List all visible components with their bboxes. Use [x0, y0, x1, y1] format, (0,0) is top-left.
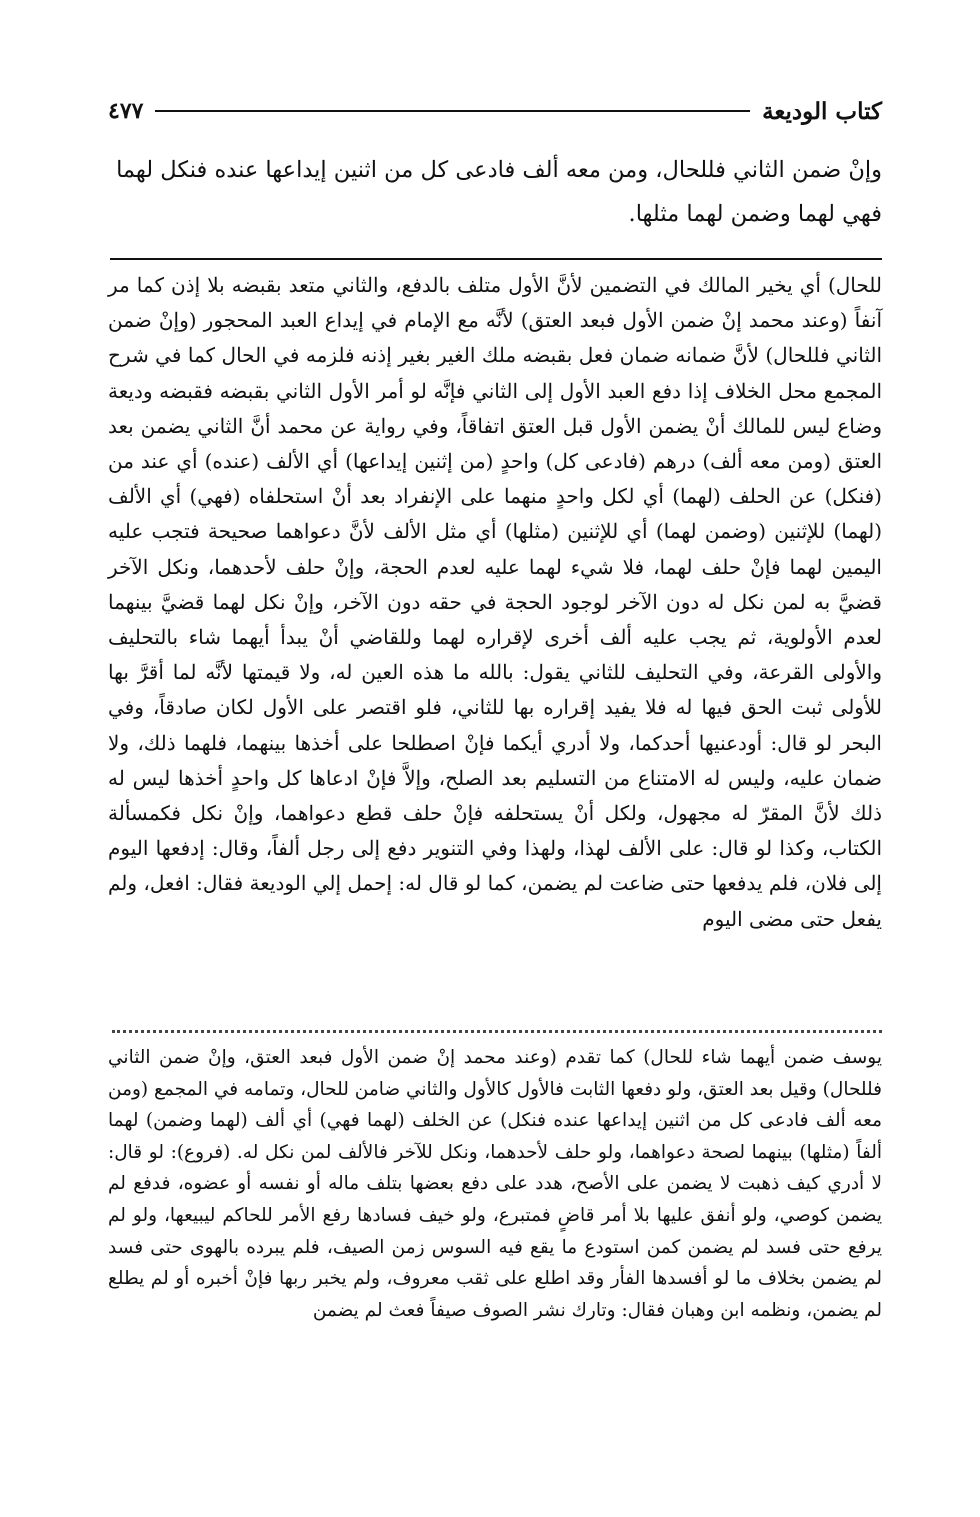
page-number: ٤٧٧	[108, 98, 144, 124]
section-divider	[110, 258, 882, 260]
dotted-divider	[112, 1030, 882, 1033]
main-text-line: فهي لهما وضمن لهما مثلها.	[628, 201, 882, 227]
commentary-text: للحال) أي يخير المالك في التضمين لأنَّ الأول متلف بالدفع، والثاني متعد بقبضه بلا إذن كما مر آنفاً (وعند محمد إنْ ضمن الأول فبعد العتق) لأنَّه مع الإمام في إيداع العبد المحجور (وإنْ ضمن الثاني فللحال) لأنَّ ضمانه ضمان فعل بقبضه ملك الغير بغير إذنه فلزمه في الحال كما في شرح المجمع محل الخلاف إذا دفع العبد الأول إلى الثاني فإنَّه لو أمر الأول الثاني بقبضه فقبضه وديعة وضاع ليس للمالك أنْ يضمن الأول قبل العتق اتفاقاً، وفي رواية عن محمد أنَّ الثاني يضمن بعد العتق (ومن معه ألف) درهم (فادعى كل) واحدٍ (من إثنين إيداعها) أي الألف (عنده) أي عند من (فنكل) عن الحلف (لهما) أي لكل واحدٍ منهما على الإنفراد بعد أنْ استحلفاه (فهي) أي الألف (لهما) للإثنين (وضمن لهما) أي للإثنين (مثلها) أي مثل الألف لأنَّ دعواهما صحيحة فتجب عليه اليمين لهما فإنْ حلف لهما، فلا شيء لهما عليه لعدم الحجة، وإنْ حلف لأحدهما، ونكل الآخر قضيَّ به لمن نكل له دون الآخر لوجود الحجة في حقه دون الآخر، وإنْ نكل لهما قضيَّ بينهما لعدم الأولوية، ثم يجب عليه ألف أخرى لإقراره لهما وللقاضي أنْ يبدأ أيهما شاء بالتحليف والأولى القرعة، وفي التحليف للثاني يقول: بالله ما هذه العين له، ولا قيمتها لأنَّه لما أقرَّ بها للأولى ثبت الحق فيها له فلا يفيد إقراره بها للثاني، فلو اقتصر على الأول لكان صادقاً، وفي البحر لو قال: أودعنيها أحدكما، ولا أدري أيكما فإنْ اصطلحا على أخذها بينهما، فلهما ذلك، ولا ضمان عليه، وليس له الامتناع من التسليم بعد الصلح، وإلاَّ فإنْ ادعاها كل واحدٍ أخذها ليس له ذلك لأنَّ المقرّ له مجهول، ولكل أنْ يستحلفه فإنْ حلف قطع دعواهما، وإنْ نكل فكمسألة الكتاب، وكذا لو قال: على الألف لهذا، ولهذا وفي التنوير دفع إلى رجل ألفاً، وقال: إدفعها اليوم إلى فلان، فلم يدفعها حتى ضاعت لم يضمن، كما لو قال له: إحمل إلي الوديعة فقال: افعل، ولم يفعل حتى مضى اليوم	[108, 273, 882, 931]
main-text	[108, 148, 882, 236]
page-header	[108, 92, 882, 130]
running-title: كتاب الوديعة	[762, 97, 882, 125]
header-rule	[155, 110, 750, 112]
annotation-block	[108, 1042, 882, 1326]
main-text-line: وإنْ ضمن الثاني فللحال، ومن معه ألف فادعى كل من اثنين إيداعها عنده فنكل لهما	[116, 157, 882, 183]
annotation-text: يوسف ضمن أيهما شاء للحال) كما تقدم (وعند محمد إنْ ضمن الأول فبعد العتق، وإنْ ضمن الثاني فللحال) وقيل بعد العتق، ولو دفعها الثابت فالأول كالأول والثاني ضامن للحال، وتمامه في المجمع (ومن معه ألف فادعى كل من اثنين إيداعها عنده فنكل) عن الخلف (لهما فهي) أي ألف (لهما وضمن) لهما ألفاً (مثلها) بينهما لصحة دعواهما، ولو حلف لأحدهما، ونكل للآخر فالألف لمن نكل له. (فروع): لو قال: لا أدري كيف ذهبت لا يضمن على الأصح، هدد على دفع بعضها بتلف ماله أو نفسه أو عضوه، فدفع لم يضمن كوصي، ولو أنفق عليها بلا أمر قاضٍ فمتبرع، ولو خيف فسادها رفع الأمر للحاكم ليبيعها، ولو لم يرفع حتى فسد لم يضمن كمن استودع ما يقع فيه السوس زمن الصيف، فلم يبرده بالهوى حتى فسد لم يضمن بخلاف ما لو أفسدها الفأر وقد اطلع على ثقب معروف، ولم يخبر ربها فإنْ أخبره أو لم يطلع لم يضمن، ونظمه ابن وهبان فقال: وتارك نشر الصوف صيفاً فعث لم يضمن	[108, 1047, 882, 1321]
commentary-block	[108, 268, 882, 937]
